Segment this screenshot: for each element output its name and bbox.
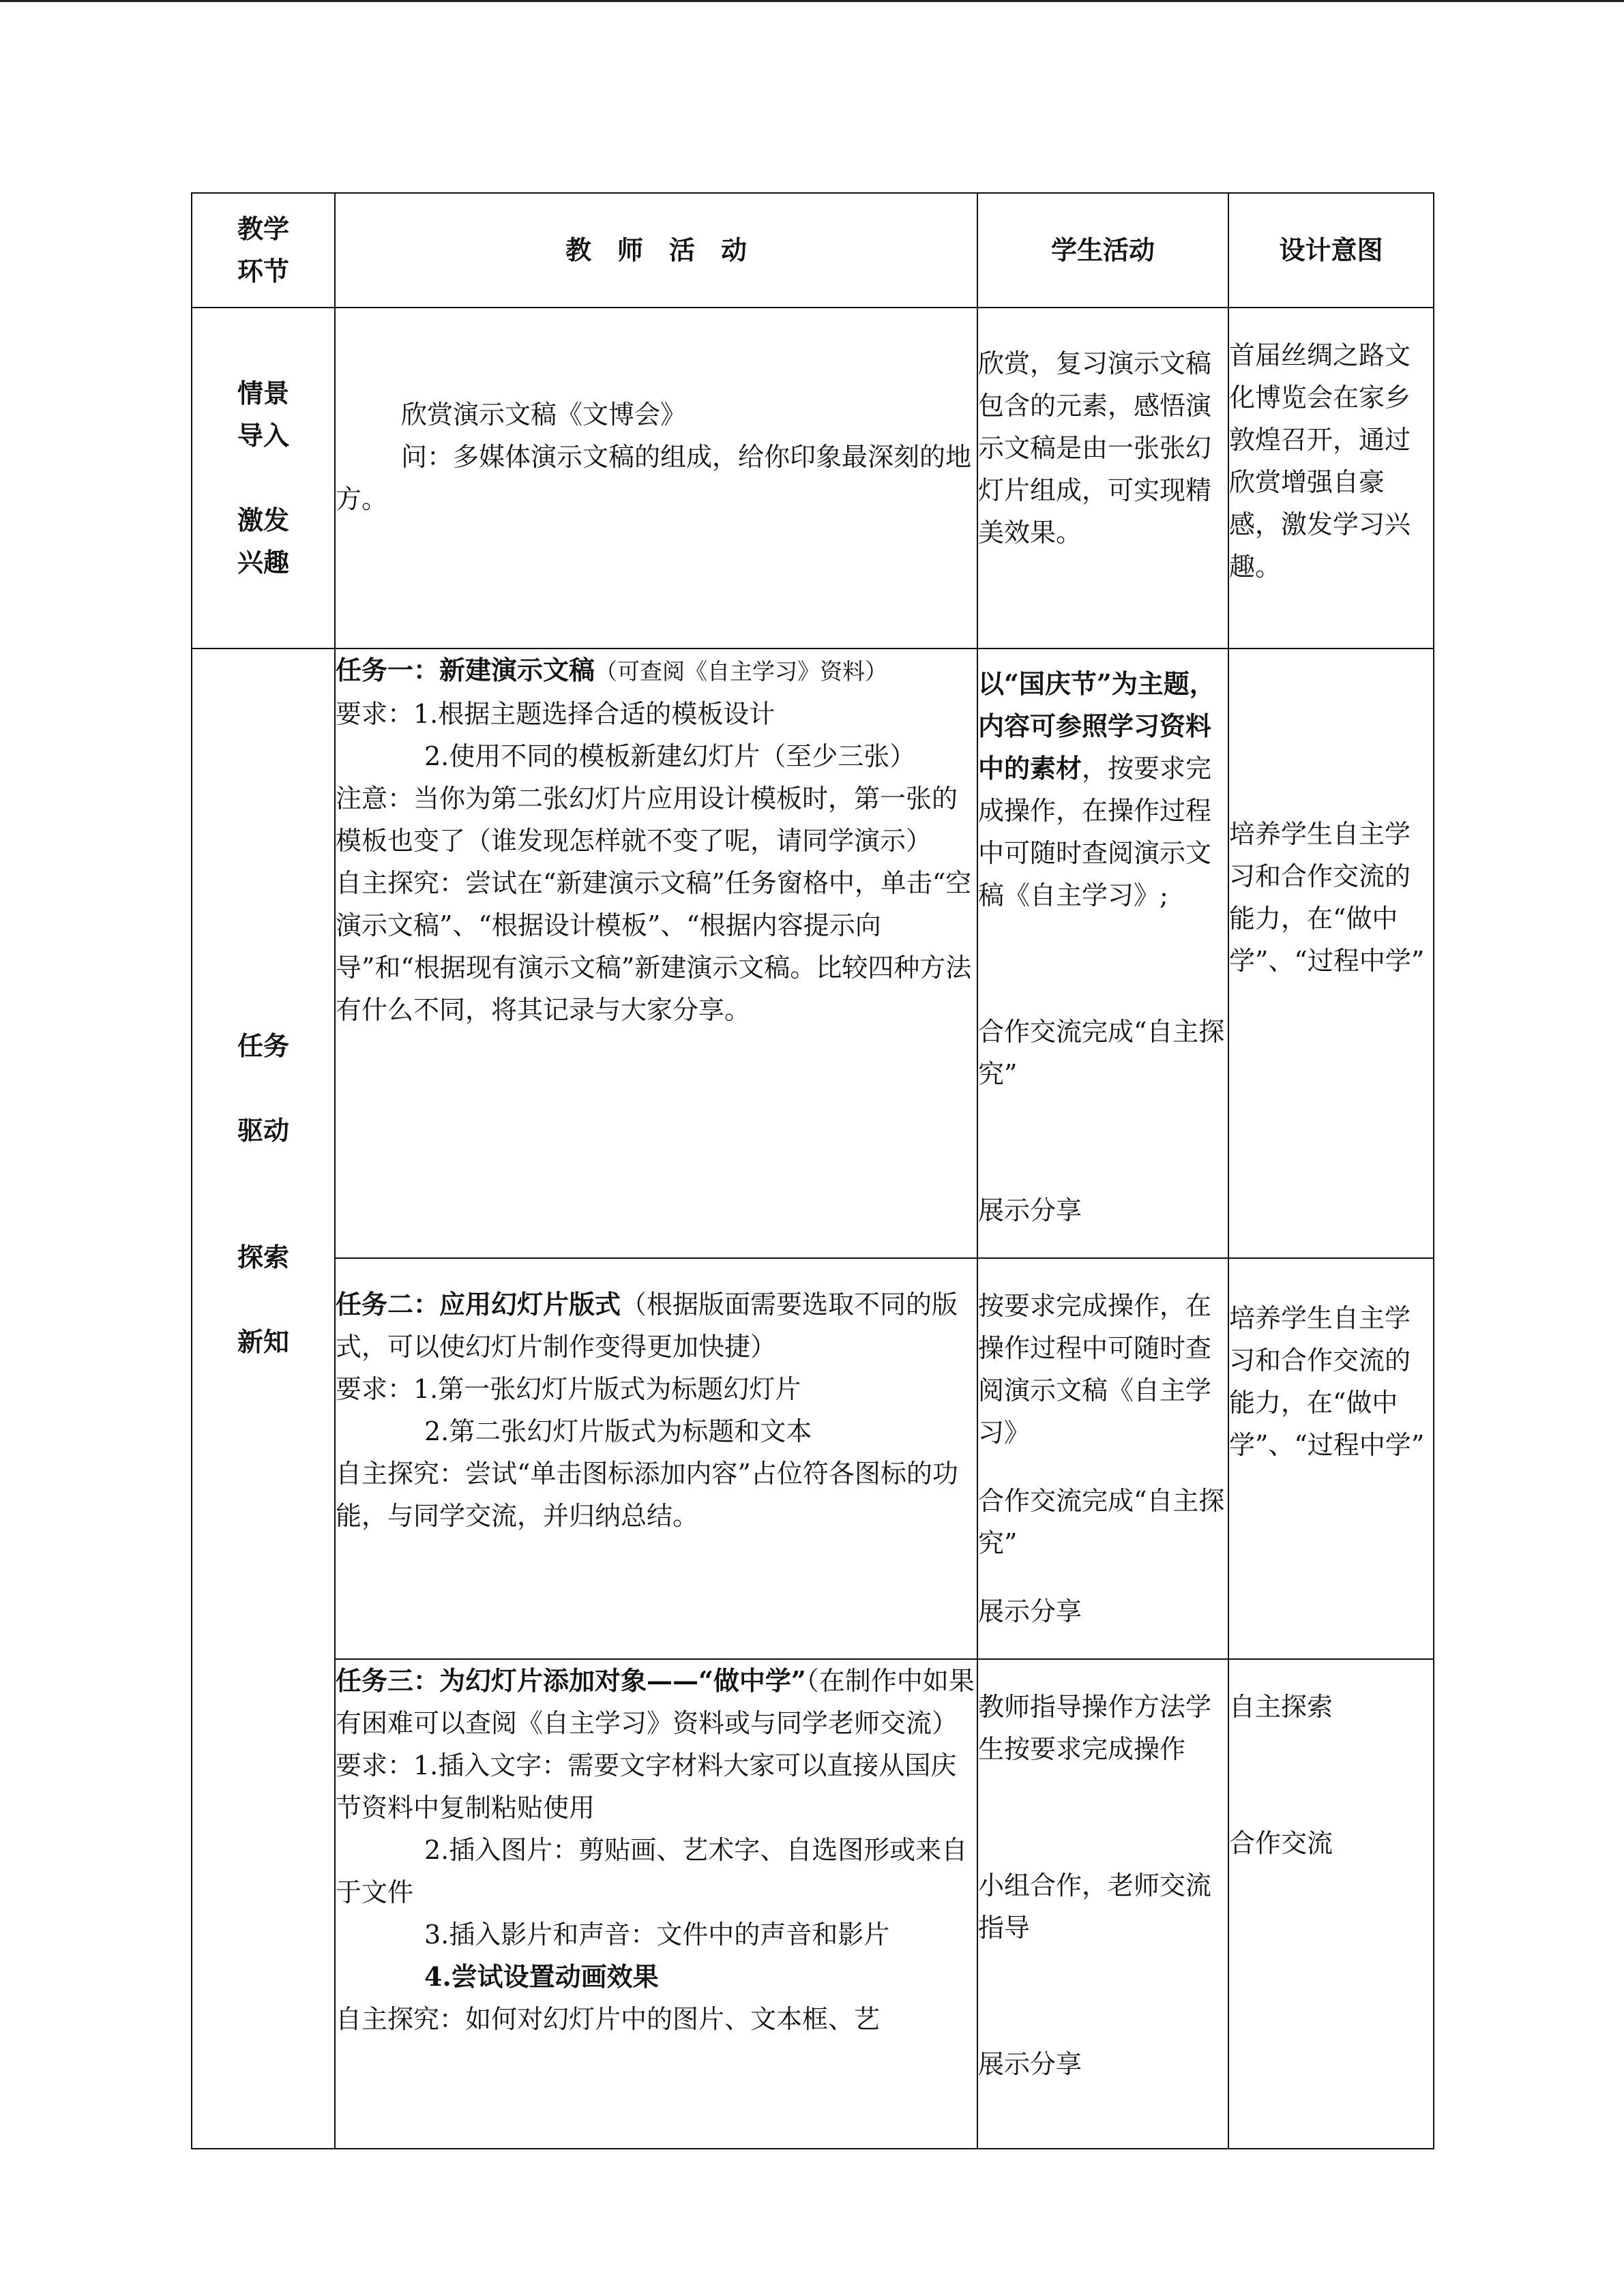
header-stage-line2: 环节 [237, 256, 289, 286]
task2-student-cell [977, 1258, 1228, 1659]
task3-design-p2: 合作交流 [1229, 1828, 1333, 1858]
task2-design-text: 培养学生自主学习和合作交流的能力，在“做中学”、“过程中学” [1229, 1303, 1425, 1460]
task3-req3: 3.插入影片和声音：文件中的声音和影片 [424, 1920, 890, 1950]
task1-student-cell [977, 648, 1228, 1258]
stage-task-spacer [192, 1363, 334, 1772]
task2-student-p1: 按要求完成操作，在操作过程中可随时查阅演示文稿《自主学习》 [978, 1291, 1212, 1448]
task3-design-gap [1229, 1754, 1433, 1796]
task3-req2: 2.插入图片：剪贴画、艺术字、自选图形或来自于文件 [336, 1835, 968, 1907]
task3-teacher-cell [335, 1659, 977, 2149]
stage-intro-line3: 激发 [237, 505, 289, 535]
task2-req1: 要求：1.第一张幻灯片版式为标题幻灯片 [336, 1374, 801, 1404]
task3-req1: 要求：1.插入文字：需要文字材料大家可以直接从国庆节资料中复制粘贴使用 [336, 1750, 957, 1823]
header-stage [192, 193, 335, 308]
task2-student-p3: 展示分享 [978, 1596, 1082, 1626]
stage-task-gap1 [192, 1067, 334, 1109]
task3-student-gap2 [978, 1975, 1228, 2017]
task1-title: 任务一：新建演示文稿 [336, 655, 595, 685]
task3-design-cell [1228, 1659, 1434, 2149]
lesson-plan-table [191, 192, 1434, 2149]
intro-teacher-p2: 问：多媒体演示文稿的组成，给你印象最深刻的地方。 [336, 442, 972, 514]
stage-task [192, 648, 335, 2149]
task3-student-gap1 [978, 1796, 1228, 1838]
task1-student-gap1 [978, 942, 1228, 985]
header-design-intent: 设计意图 [1228, 193, 1434, 308]
stage-task-gap2 [192, 1152, 334, 1194]
task2-req2: 2.第二张幻灯片版式为标题和文本 [424, 1416, 812, 1446]
row-intro [192, 308, 1434, 648]
task2-title-note: （根据版面需要选取不同的版式，可以使幻灯片制作变得更加快捷） [336, 1289, 958, 1362]
task1-student-coop: 合作交流完成“自主探究” [978, 1017, 1225, 1089]
task1-student-bold: 以“国庆节”为主题，内容可参照学习资料中的素材 [978, 668, 1215, 784]
stage-task-line1: 任务 [237, 1030, 289, 1061]
intro-student-cell [977, 308, 1228, 648]
task3-student-cell [977, 1659, 1228, 2149]
stage-task-line3: 探索 [237, 1242, 289, 1272]
task1-student-gap2 [978, 1121, 1228, 1163]
task2-title-line [336, 1283, 977, 1368]
stage-intro-line2: 导入 [237, 420, 289, 451]
task3-explore: 自主探究：如何对幻灯片中的图片、文本框、艺 [336, 2004, 881, 2034]
task1-req2: 2.使用不同的模板新建幻灯片（至少三张） [424, 741, 916, 771]
row-task3 [192, 1659, 1434, 2149]
task1-req1: 要求：1.根据主题选择合适的模板设计 [336, 699, 776, 729]
task3-title-note: （在制作中如果有困难可以查阅《自主学习》资料或与同学老师交流） [336, 1666, 975, 1738]
task3-student-p2: 小组合作，老师交流指导 [978, 1870, 1212, 1943]
task1-student-share: 展示分享 [978, 1195, 1082, 1225]
row-task2 [192, 1258, 1434, 1659]
header-row [192, 193, 1434, 308]
task3-title-line [336, 1660, 977, 1744]
header-stage-line1: 教学 [237, 213, 289, 244]
stage-task-gap3 [192, 1194, 334, 1236]
task1-note: 注意：当你为第二张幻灯片应用设计模板时，第一张的模板也变了（谁发现怎样就不变了呢，请同学演示） [336, 784, 958, 856]
header-student-activity: 学生活动 [977, 193, 1228, 308]
task1-title-line [336, 649, 977, 693]
task2-student-p2: 合作交流完成“自主探究” [978, 1486, 1225, 1558]
task2-explore: 自主探究：尝试“单击图标添加内容”占位符各图标的功能，与同学交流，并归纳总结。 [336, 1459, 958, 1531]
task2-teacher-cell [335, 1258, 977, 1659]
stage-intro [192, 308, 335, 648]
stage-intro-line4: 兴趣 [237, 547, 289, 578]
page-top-border [0, 0, 1624, 2]
stage-intro-line1: 情景 [237, 378, 289, 408]
intro-teacher-gap [336, 520, 977, 563]
stage-task-gap4 [192, 1279, 334, 1321]
stage-task-line4: 新知 [237, 1326, 289, 1357]
task1-title-note: （可查阅《自主学习》资料） [595, 658, 888, 685]
task1-teacher-cell [335, 648, 977, 1258]
intro-teacher-cell [335, 308, 977, 648]
task1-design-text: 培养学生自主学习和合作交流的能力，在“做中学”、“过程中学” [1229, 819, 1425, 976]
task3-student-p1: 教师指导操作方法学生按要求完成操作 [978, 1692, 1212, 1764]
task2-design-cell [1228, 1258, 1434, 1659]
intro-student-text: 欣赏，复习演示文稿包含的元素，感悟演示文稿是由一张张幻灯片组成，可实现精美效果。 [978, 348, 1212, 548]
stage-intro-gap [192, 457, 334, 499]
header-teacher-activity: 教 师 活 动 [335, 193, 977, 308]
task2-title: 任务二：应用幻灯片版式 [336, 1289, 621, 1320]
intro-design-text: 首届丝绸之路文化博览会在家乡敦煌召开，通过欣赏增强自豪感，激发学习兴趣。 [1229, 340, 1411, 582]
task1-design-cell [1228, 648, 1434, 1258]
task3-student-p3: 展示分享 [978, 2049, 1082, 2079]
task3-title: 任务三：为幻灯片添加对象——“做中学” [336, 1665, 806, 1696]
task3-req4: 4.尝试设置动画效果 [424, 1961, 659, 1992]
intro-design-cell [1228, 308, 1434, 648]
row-task1 [192, 648, 1434, 1258]
task3-design-p1: 自主探索 [1229, 1692, 1333, 1722]
task1-student-main [978, 663, 1228, 916]
intro-teacher-p1: 欣赏演示文稿《文博会》 [401, 400, 687, 430]
task1-explore: 自主探究：尝试在“新建演示文稿”任务窗格中，单击“空演示文稿”、“根据设计模板”、“根据内容提示向导”和“根据现有演示文稿”新建演示文稿。比较四种方法有什么不同，将其记录与大家分享。 [336, 868, 972, 1025]
task1-student-rest: ，按要求完成操作，在操作过程中可随时查阅演示文稿《自主学习》; [978, 754, 1212, 910]
stage-task-line2: 驱动 [237, 1115, 289, 1146]
